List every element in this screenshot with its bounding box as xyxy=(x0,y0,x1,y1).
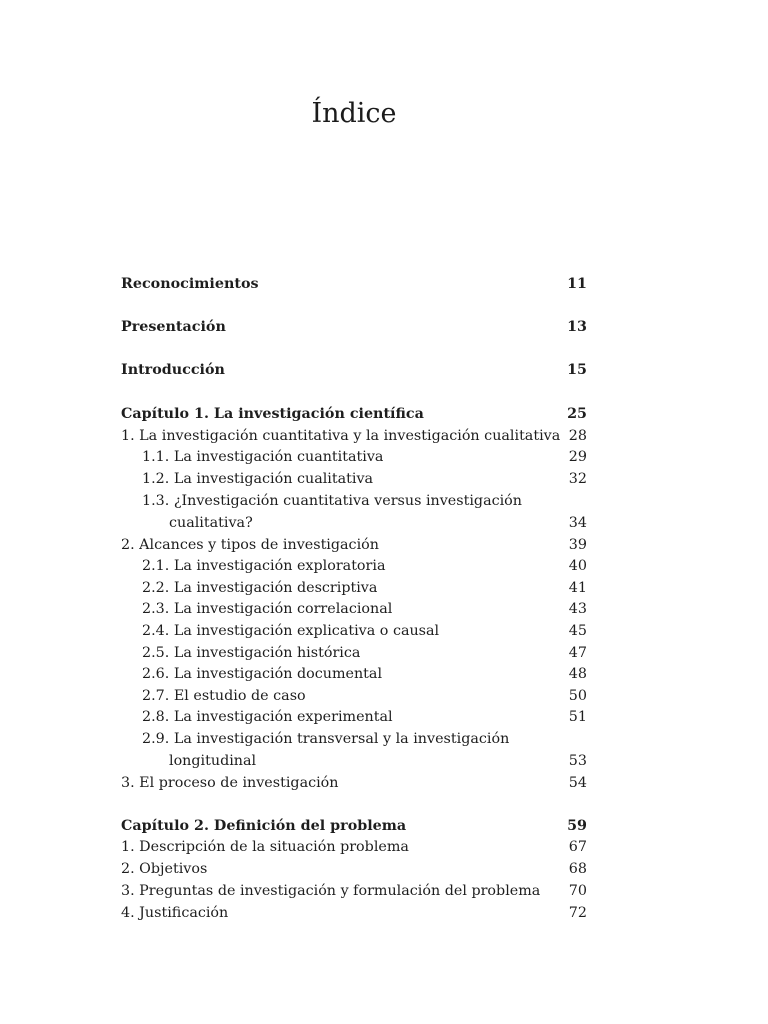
toc-entry-page: 34 xyxy=(568,515,587,531)
toc-entry-text: 4. Justificación xyxy=(121,905,229,921)
toc-entry-page: 48 xyxy=(568,666,587,682)
toc-entry xyxy=(121,858,587,880)
toc-entry xyxy=(121,468,587,490)
toc-entry xyxy=(121,577,587,599)
toc-entry-continuation xyxy=(121,512,587,534)
toc-entry-page: 32 xyxy=(568,471,587,487)
toc-entry-text: 2.1. La investigación exploratoria xyxy=(142,558,386,574)
toc-entry-page: 41 xyxy=(568,580,587,596)
toc-chapter xyxy=(121,403,587,425)
toc-entry-page: 43 xyxy=(568,601,587,617)
toc-entry-text: 1.3. ¿Investigación cuantitativa versus investigación xyxy=(142,493,522,509)
toc-entry-text: 2. Alcances y tipos de investigación xyxy=(121,537,379,553)
toc-entry-text: Reconocimientos xyxy=(121,276,259,292)
toc-entry-text: 2.6. La investigación documental xyxy=(142,666,383,682)
toc-entry-page: 40 xyxy=(568,558,587,574)
toc-entry xyxy=(121,446,587,468)
toc-entry-text: 1.2. La investigación cualitativa xyxy=(142,471,374,487)
toc-entry xyxy=(121,706,587,728)
toc-entry-text: Presentación xyxy=(121,319,226,335)
toc-entry xyxy=(121,836,587,858)
toc-entry-text: Capítulo 1. La investigación científica xyxy=(121,406,424,422)
toc-entry-text: 1. Descripción de la situación problema xyxy=(121,839,409,855)
toc-entry-page: 67 xyxy=(568,839,587,855)
toc-entry-text: 2.8. La investigación experimental xyxy=(142,709,393,725)
toc-entry-text: 2.2. La investigación descriptiva xyxy=(142,580,378,596)
toc-entry-text: 2.7. El estudio de caso xyxy=(142,688,306,704)
toc-entry-page: 51 xyxy=(568,709,587,725)
toc-entry xyxy=(121,880,587,902)
toc-entry xyxy=(121,316,587,338)
page-title: Índice xyxy=(311,98,397,129)
toc-entry-page: 39 xyxy=(568,537,587,553)
toc-entry-page: 59 xyxy=(567,818,587,834)
toc-entry xyxy=(121,555,587,577)
toc-entry xyxy=(121,685,587,707)
toc-entry xyxy=(121,902,587,924)
toc-entry xyxy=(121,728,587,750)
toc-entry-page: 25 xyxy=(567,406,587,422)
toc-entry xyxy=(121,642,587,664)
toc-entry-page: 11 xyxy=(567,276,587,292)
toc-entry xyxy=(121,425,587,447)
toc-entry-text: 2.5. La investigación histórica xyxy=(142,645,361,661)
toc-entry-text: 2.3. La investigación correlacional xyxy=(142,601,393,617)
toc-entry-text: 1. La investigación cuantitativa y la investigación cualitativa xyxy=(121,428,561,444)
toc-entry-text: 3. Preguntas de investigación y formulación del problema xyxy=(121,883,541,899)
toc-entry-page: 70 xyxy=(568,883,587,899)
toc-entry-text: 2.4. La investigación explicativa o causal xyxy=(142,623,440,639)
toc-entry-page: 13 xyxy=(567,319,587,335)
toc-entry xyxy=(121,359,587,381)
toc-entry-page: 50 xyxy=(568,688,587,704)
toc-entry-text: cualitativa? xyxy=(169,515,253,531)
toc-entry-page: 45 xyxy=(568,623,587,639)
toc-entry-page: 28 xyxy=(568,428,587,444)
toc-entry-page: 29 xyxy=(568,449,587,465)
toc-entry xyxy=(121,620,587,642)
toc-entry-text: 1.1. La investigación cuantitativa xyxy=(142,449,384,465)
toc-entry-page: 68 xyxy=(568,861,587,877)
toc-entry-page: 54 xyxy=(568,775,587,791)
toc-entry-text: Capítulo 2. Definición del problema xyxy=(121,818,407,834)
toc-chapter xyxy=(121,815,587,837)
toc-entry-continuation xyxy=(121,750,587,772)
toc-entry-page: 47 xyxy=(568,645,587,661)
toc-entry-text: longitudinal xyxy=(169,753,257,769)
toc-entry xyxy=(121,534,587,556)
toc-entry-text: 3. El proceso de investigación xyxy=(121,775,339,791)
toc-entry-text: 2. Objetivos xyxy=(121,861,208,877)
toc-entry-page: 15 xyxy=(567,362,587,378)
toc-entry-text: 2.9. La investigación transversal y la investigación xyxy=(142,731,510,747)
toc-entry xyxy=(121,772,587,794)
toc-entry-page: 72 xyxy=(568,905,587,921)
toc-entry xyxy=(121,663,587,685)
toc-entry xyxy=(121,490,587,512)
toc-entry-text: Introducción xyxy=(121,362,225,378)
toc-entry xyxy=(121,273,587,295)
toc-entry xyxy=(121,598,587,620)
toc-entry-page: 53 xyxy=(568,753,587,769)
